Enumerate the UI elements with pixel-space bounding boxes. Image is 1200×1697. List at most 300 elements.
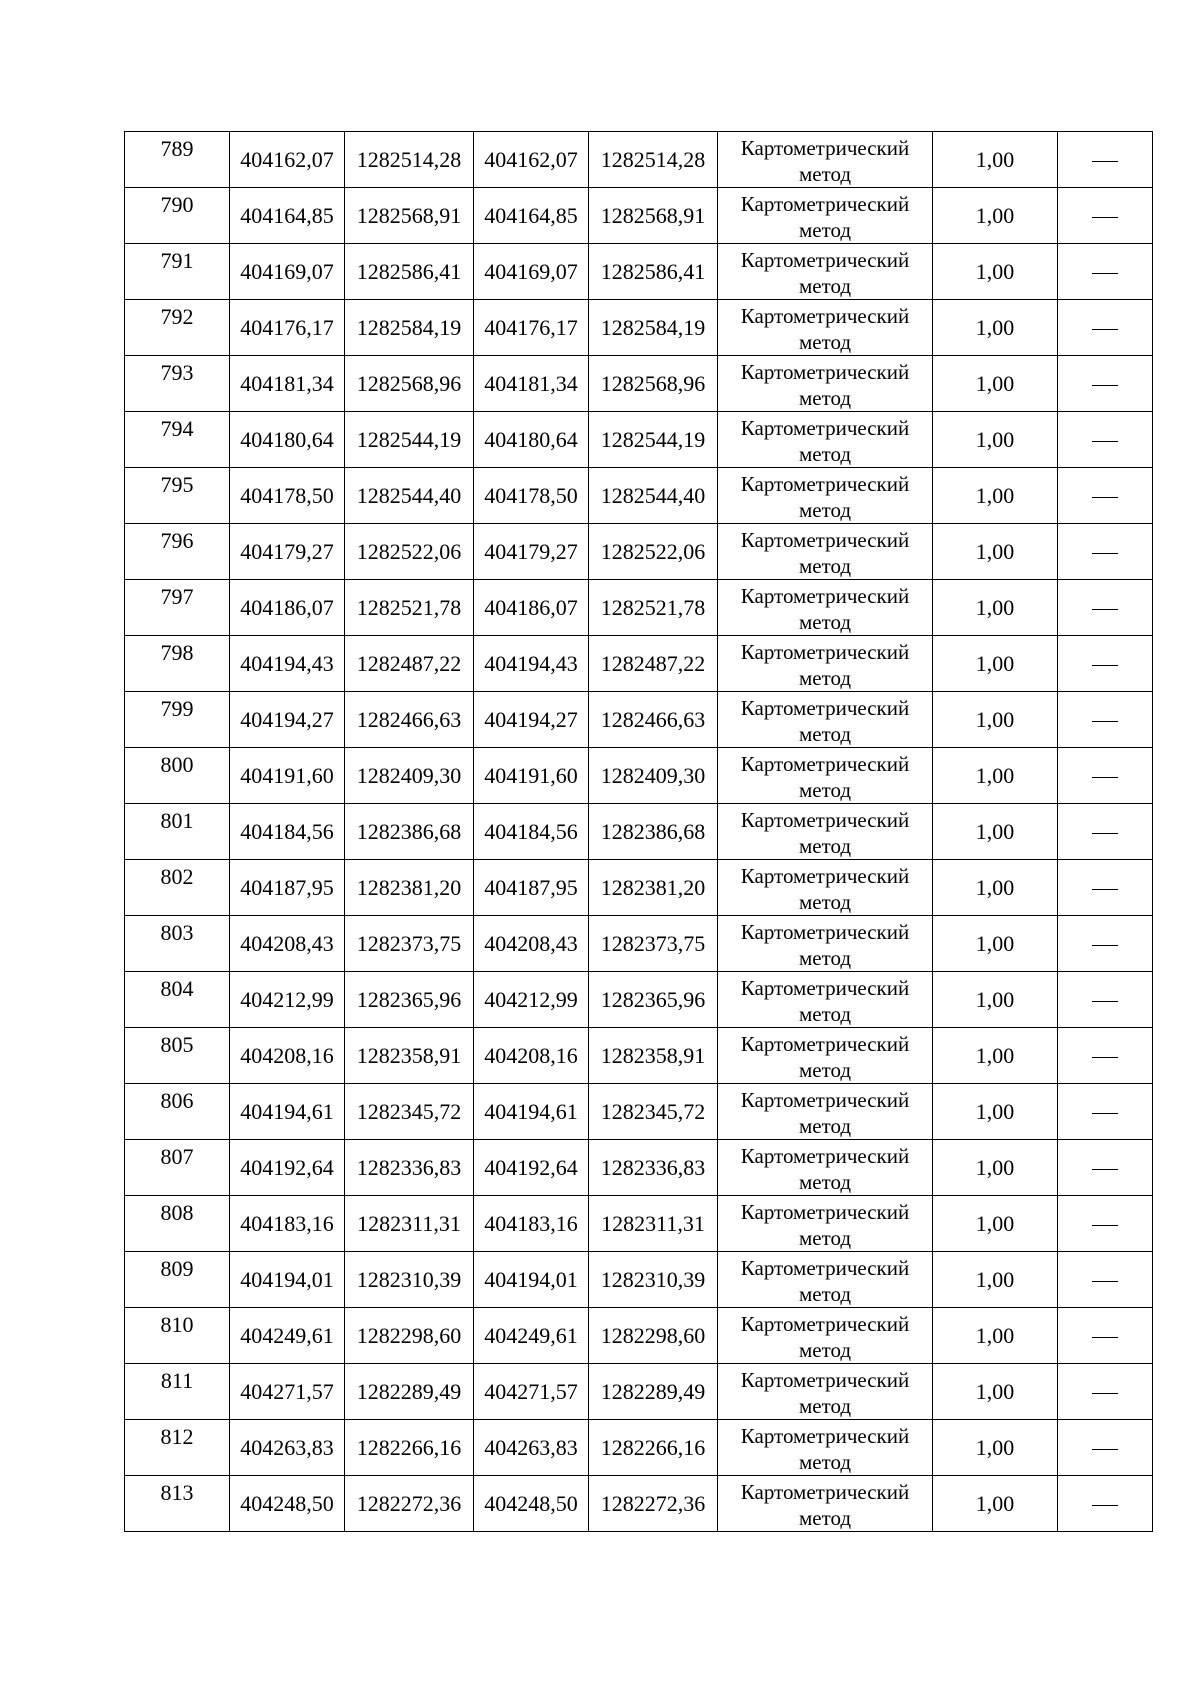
table-body	[125, 132, 1153, 1532]
method-line-2: метод	[798, 1002, 852, 1026]
method-line-2: метод	[798, 666, 852, 690]
table-row	[125, 636, 1153, 692]
empty-value-cell	[1058, 692, 1153, 748]
accuracy-cell: 1,00	[933, 916, 1058, 972]
dash-mark	[1092, 1113, 1118, 1114]
x-coordinate-new-cell: 404179,27	[474, 524, 589, 580]
x-coordinate-cell: 404186,07	[230, 580, 345, 636]
empty-value-cell	[1058, 580, 1153, 636]
method-line-1: Картометрический	[740, 472, 910, 496]
y-coordinate-new-cell: 1282365,96	[589, 972, 718, 1028]
empty-value-cell	[1058, 748, 1153, 804]
x-coordinate-cell: 404194,27	[230, 692, 345, 748]
point-number-cell: 810	[125, 1308, 230, 1364]
table-row	[125, 468, 1153, 524]
method-line-2: метод	[798, 498, 852, 522]
table-row	[125, 524, 1153, 580]
y-coordinate-cell: 1282381,20	[345, 860, 474, 916]
point-number-cell: 807	[125, 1140, 230, 1196]
table-row	[125, 748, 1153, 804]
x-coordinate-cell: 404179,27	[230, 524, 345, 580]
method-cell	[718, 1252, 933, 1308]
accuracy-cell: 1,00	[933, 804, 1058, 860]
point-number-cell: 809	[125, 1252, 230, 1308]
x-coordinate-cell: 404181,34	[230, 356, 345, 412]
empty-value-cell	[1058, 916, 1153, 972]
method-cell	[718, 1140, 933, 1196]
table-row	[125, 580, 1153, 636]
method-cell	[718, 972, 933, 1028]
method-line-2: метод	[798, 1058, 852, 1082]
x-coordinate-new-cell: 404164,85	[474, 188, 589, 244]
x-coordinate-cell: 404176,17	[230, 300, 345, 356]
x-coordinate-cell: 404162,07	[230, 132, 345, 188]
method-line-1: Картометрический	[740, 976, 910, 1000]
accuracy-cell: 1,00	[933, 636, 1058, 692]
dash-mark	[1092, 1169, 1118, 1170]
x-coordinate-new-cell: 404194,61	[474, 1084, 589, 1140]
accuracy-cell: 1,00	[933, 1196, 1058, 1252]
y-coordinate-new-cell: 1282266,16	[589, 1420, 718, 1476]
method-line-1: Картометрический	[740, 248, 910, 272]
y-coordinate-cell: 1282544,40	[345, 468, 474, 524]
method-line-1: Картометрический	[740, 304, 910, 328]
accuracy-cell: 1,00	[933, 748, 1058, 804]
empty-value-cell	[1058, 132, 1153, 188]
accuracy-cell: 1,00	[933, 412, 1058, 468]
method-line-2: метод	[798, 890, 852, 914]
method-line-1: Картометрический	[740, 1144, 910, 1168]
x-coordinate-cell: 404191,60	[230, 748, 345, 804]
table-row	[125, 1308, 1153, 1364]
method-line-1: Картометрический	[740, 640, 910, 664]
table-row	[125, 412, 1153, 468]
x-coordinate-new-cell: 404184,56	[474, 804, 589, 860]
point-number-cell: 797	[125, 580, 230, 636]
y-coordinate-cell: 1282584,19	[345, 300, 474, 356]
empty-value-cell	[1058, 468, 1153, 524]
accuracy-cell: 1,00	[933, 244, 1058, 300]
table-row	[125, 356, 1153, 412]
accuracy-cell: 1,00	[933, 692, 1058, 748]
method-line-2: метод	[798, 1394, 852, 1418]
dash-mark	[1092, 441, 1118, 442]
method-line-2: метод	[798, 1226, 852, 1250]
dash-mark	[1092, 497, 1118, 498]
empty-value-cell	[1058, 244, 1153, 300]
y-coordinate-new-cell: 1282310,39	[589, 1252, 718, 1308]
y-coordinate-new-cell: 1282584,19	[589, 300, 718, 356]
y-coordinate-cell: 1282289,49	[345, 1364, 474, 1420]
empty-value-cell	[1058, 1420, 1153, 1476]
y-coordinate-new-cell: 1282373,75	[589, 916, 718, 972]
point-number-cell: 802	[125, 860, 230, 916]
point-number-cell: 808	[125, 1196, 230, 1252]
method-line-1: Картометрический	[740, 528, 910, 552]
empty-value-cell	[1058, 636, 1153, 692]
table-row	[125, 132, 1153, 188]
y-coordinate-new-cell: 1282272,36	[589, 1476, 718, 1532]
method-line-1: Картометрический	[740, 1256, 910, 1280]
method-line-2: метод	[798, 834, 852, 858]
dash-mark	[1092, 665, 1118, 666]
dash-mark	[1092, 1393, 1118, 1394]
method-line-2: метод	[798, 274, 852, 298]
method-line-2: метод	[798, 610, 852, 634]
method-cell	[718, 1084, 933, 1140]
dash-mark	[1092, 945, 1118, 946]
empty-value-cell	[1058, 804, 1153, 860]
y-coordinate-cell: 1282336,83	[345, 1140, 474, 1196]
x-coordinate-cell: 404169,07	[230, 244, 345, 300]
method-line-2: метод	[798, 722, 852, 746]
dash-mark	[1092, 721, 1118, 722]
y-coordinate-cell: 1282522,06	[345, 524, 474, 580]
x-coordinate-new-cell: 404208,16	[474, 1028, 589, 1084]
accuracy-cell: 1,00	[933, 468, 1058, 524]
accuracy-cell: 1,00	[933, 860, 1058, 916]
x-coordinate-cell: 404263,83	[230, 1420, 345, 1476]
y-coordinate-new-cell: 1282298,60	[589, 1308, 718, 1364]
point-number-cell: 793	[125, 356, 230, 412]
table-row	[125, 972, 1153, 1028]
x-coordinate-new-cell: 404263,83	[474, 1420, 589, 1476]
method-line-2: метод	[798, 554, 852, 578]
y-coordinate-cell: 1282373,75	[345, 916, 474, 972]
method-line-1: Картометрический	[740, 808, 910, 832]
method-cell	[718, 580, 933, 636]
method-line-2: метод	[798, 1450, 852, 1474]
table-row	[125, 804, 1153, 860]
empty-value-cell	[1058, 972, 1153, 1028]
method-line-2: метод	[798, 1170, 852, 1194]
x-coordinate-new-cell: 404183,16	[474, 1196, 589, 1252]
dash-mark	[1092, 161, 1118, 162]
method-line-1: Картометрический	[740, 1480, 910, 1504]
y-coordinate-new-cell: 1282381,20	[589, 860, 718, 916]
empty-value-cell	[1058, 1308, 1153, 1364]
y-coordinate-new-cell: 1282386,68	[589, 804, 718, 860]
accuracy-cell: 1,00	[933, 1420, 1058, 1476]
y-coordinate-new-cell: 1282345,72	[589, 1084, 718, 1140]
point-number-cell: 800	[125, 748, 230, 804]
y-coordinate-cell: 1282298,60	[345, 1308, 474, 1364]
method-cell	[718, 244, 933, 300]
method-cell	[718, 1420, 933, 1476]
accuracy-cell: 1,00	[933, 524, 1058, 580]
y-coordinate-cell: 1282272,36	[345, 1476, 474, 1532]
dash-mark	[1092, 385, 1118, 386]
x-coordinate-new-cell: 404249,61	[474, 1308, 589, 1364]
dash-mark	[1092, 1337, 1118, 1338]
point-number-cell: 789	[125, 132, 230, 188]
y-coordinate-new-cell: 1282289,49	[589, 1364, 718, 1420]
point-number-cell: 803	[125, 916, 230, 972]
method-line-1: Картометрический	[740, 696, 910, 720]
dash-mark	[1092, 1449, 1118, 1450]
table-row	[125, 244, 1153, 300]
table-row	[125, 1084, 1153, 1140]
x-coordinate-new-cell: 404180,64	[474, 412, 589, 468]
method-line-1: Картометрический	[740, 1424, 910, 1448]
point-number-cell: 806	[125, 1084, 230, 1140]
dash-mark	[1092, 1281, 1118, 1282]
empty-value-cell	[1058, 860, 1153, 916]
dash-mark	[1092, 329, 1118, 330]
method-cell	[718, 692, 933, 748]
y-coordinate-cell: 1282365,96	[345, 972, 474, 1028]
point-number-cell: 812	[125, 1420, 230, 1476]
method-line-2: метод	[798, 1282, 852, 1306]
point-number-cell: 790	[125, 188, 230, 244]
method-line-2: метод	[798, 386, 852, 410]
x-coordinate-new-cell: 404187,95	[474, 860, 589, 916]
accuracy-cell: 1,00	[933, 300, 1058, 356]
y-coordinate-new-cell: 1282514,28	[589, 132, 718, 188]
method-cell	[718, 132, 933, 188]
x-coordinate-new-cell: 404191,60	[474, 748, 589, 804]
empty-value-cell	[1058, 1028, 1153, 1084]
table-row	[125, 1028, 1153, 1084]
y-coordinate-cell: 1282345,72	[345, 1084, 474, 1140]
y-coordinate-new-cell: 1282544,19	[589, 412, 718, 468]
y-coordinate-new-cell: 1282544,40	[589, 468, 718, 524]
method-line-2: метод	[798, 162, 852, 186]
method-cell	[718, 468, 933, 524]
dash-mark	[1092, 889, 1118, 890]
x-coordinate-cell: 404178,50	[230, 468, 345, 524]
table-row	[125, 1196, 1153, 1252]
y-coordinate-cell: 1282310,39	[345, 1252, 474, 1308]
y-coordinate-cell: 1282466,63	[345, 692, 474, 748]
x-coordinate-new-cell: 404194,01	[474, 1252, 589, 1308]
table-row	[125, 1140, 1153, 1196]
x-coordinate-cell: 404194,01	[230, 1252, 345, 1308]
accuracy-cell: 1,00	[933, 132, 1058, 188]
point-number-cell: 813	[125, 1476, 230, 1532]
dash-mark	[1092, 1225, 1118, 1226]
empty-value-cell	[1058, 524, 1153, 580]
y-coordinate-cell: 1282586,41	[345, 244, 474, 300]
x-coordinate-cell: 404271,57	[230, 1364, 345, 1420]
accuracy-cell: 1,00	[933, 188, 1058, 244]
x-coordinate-new-cell: 404271,57	[474, 1364, 589, 1420]
dash-mark	[1092, 609, 1118, 610]
accuracy-cell: 1,00	[933, 1252, 1058, 1308]
table-row	[125, 1364, 1153, 1420]
x-coordinate-cell: 404184,56	[230, 804, 345, 860]
x-coordinate-new-cell: 404181,34	[474, 356, 589, 412]
accuracy-cell: 1,00	[933, 356, 1058, 412]
method-line-2: метод	[798, 1506, 852, 1530]
y-coordinate-cell: 1282568,96	[345, 356, 474, 412]
method-line-1: Картометрический	[740, 1088, 910, 1112]
point-number-cell: 799	[125, 692, 230, 748]
y-coordinate-new-cell: 1282568,91	[589, 188, 718, 244]
method-line-2: метод	[798, 1114, 852, 1138]
method-line-1: Картометрический	[740, 920, 910, 944]
accuracy-cell: 1,00	[933, 1308, 1058, 1364]
x-coordinate-cell: 404249,61	[230, 1308, 345, 1364]
accuracy-cell: 1,00	[933, 1084, 1058, 1140]
x-coordinate-new-cell: 404194,43	[474, 636, 589, 692]
y-coordinate-cell: 1282409,30	[345, 748, 474, 804]
empty-value-cell	[1058, 412, 1153, 468]
method-cell	[718, 804, 933, 860]
method-cell	[718, 1308, 933, 1364]
y-coordinate-cell: 1282568,91	[345, 188, 474, 244]
x-coordinate-new-cell: 404162,07	[474, 132, 589, 188]
x-coordinate-cell: 404212,99	[230, 972, 345, 1028]
x-coordinate-cell: 404208,16	[230, 1028, 345, 1084]
accuracy-cell: 1,00	[933, 1476, 1058, 1532]
accuracy-cell: 1,00	[933, 580, 1058, 636]
empty-value-cell	[1058, 188, 1153, 244]
method-line-1: Картометрический	[740, 360, 910, 384]
y-coordinate-cell: 1282358,91	[345, 1028, 474, 1084]
method-line-2: метод	[798, 946, 852, 970]
point-number-cell: 801	[125, 804, 230, 860]
y-coordinate-new-cell: 1282466,63	[589, 692, 718, 748]
accuracy-cell: 1,00	[933, 1028, 1058, 1084]
method-line-2: метод	[798, 778, 852, 802]
y-coordinate-new-cell: 1282336,83	[589, 1140, 718, 1196]
dash-mark	[1092, 217, 1118, 218]
accuracy-cell: 1,00	[933, 1140, 1058, 1196]
y-coordinate-new-cell: 1282568,96	[589, 356, 718, 412]
x-coordinate-cell: 404208,43	[230, 916, 345, 972]
method-line-1: Картометрический	[740, 1032, 910, 1056]
method-cell	[718, 1476, 933, 1532]
dash-mark	[1092, 553, 1118, 554]
method-cell	[718, 916, 933, 972]
method-line-1: Картометрический	[740, 192, 910, 216]
method-line-2: метод	[798, 442, 852, 466]
coordinates-table	[124, 131, 1153, 1532]
method-line-1: Картометрический	[740, 864, 910, 888]
method-cell	[718, 300, 933, 356]
method-cell	[718, 1028, 933, 1084]
dash-mark	[1092, 273, 1118, 274]
empty-value-cell	[1058, 1084, 1153, 1140]
y-coordinate-new-cell: 1282521,78	[589, 580, 718, 636]
dash-mark	[1092, 777, 1118, 778]
point-number-cell: 791	[125, 244, 230, 300]
method-cell	[718, 188, 933, 244]
x-coordinate-cell: 404187,95	[230, 860, 345, 916]
table-row	[125, 860, 1153, 916]
x-coordinate-new-cell: 404176,17	[474, 300, 589, 356]
y-coordinate-cell: 1282514,28	[345, 132, 474, 188]
empty-value-cell	[1058, 356, 1153, 412]
method-cell	[718, 636, 933, 692]
method-cell	[718, 748, 933, 804]
method-line-2: метод	[798, 1338, 852, 1362]
y-coordinate-new-cell: 1282409,30	[589, 748, 718, 804]
x-coordinate-new-cell: 404212,99	[474, 972, 589, 1028]
x-coordinate-cell: 404194,43	[230, 636, 345, 692]
point-number-cell: 794	[125, 412, 230, 468]
y-coordinate-cell: 1282266,16	[345, 1420, 474, 1476]
x-coordinate-cell: 404248,50	[230, 1476, 345, 1532]
y-coordinate-cell: 1282521,78	[345, 580, 474, 636]
dash-mark	[1092, 1001, 1118, 1002]
y-coordinate-new-cell: 1282358,91	[589, 1028, 718, 1084]
point-number-cell: 804	[125, 972, 230, 1028]
method-cell	[718, 860, 933, 916]
x-coordinate-new-cell: 404248,50	[474, 1476, 589, 1532]
table-row	[125, 692, 1153, 748]
method-line-1: Картометрический	[740, 416, 910, 440]
method-line-1: Картометрический	[740, 752, 910, 776]
table-row	[125, 1252, 1153, 1308]
point-number-cell: 805	[125, 1028, 230, 1084]
method-line-2: метод	[798, 218, 852, 242]
x-coordinate-new-cell: 404178,50	[474, 468, 589, 524]
x-coordinate-cell: 404164,85	[230, 188, 345, 244]
empty-value-cell	[1058, 1364, 1153, 1420]
empty-value-cell	[1058, 1196, 1153, 1252]
method-cell	[718, 356, 933, 412]
table-row	[125, 916, 1153, 972]
y-coordinate-cell: 1282544,19	[345, 412, 474, 468]
method-line-1: Картометрический	[740, 136, 910, 160]
method-line-1: Картометрический	[740, 1368, 910, 1392]
method-cell	[718, 412, 933, 468]
y-coordinate-cell: 1282487,22	[345, 636, 474, 692]
x-coordinate-cell: 404183,16	[230, 1196, 345, 1252]
method-cell	[718, 1364, 933, 1420]
method-cell	[718, 1196, 933, 1252]
y-coordinate-cell: 1282311,31	[345, 1196, 474, 1252]
x-coordinate-new-cell: 404186,07	[474, 580, 589, 636]
point-number-cell: 795	[125, 468, 230, 524]
accuracy-cell: 1,00	[933, 972, 1058, 1028]
y-coordinate-cell: 1282386,68	[345, 804, 474, 860]
table-row	[125, 1420, 1153, 1476]
point-number-cell: 792	[125, 300, 230, 356]
method-line-1: Картометрический	[740, 584, 910, 608]
empty-value-cell	[1058, 300, 1153, 356]
method-line-1: Картометрический	[740, 1200, 910, 1224]
x-coordinate-new-cell: 404194,27	[474, 692, 589, 748]
dash-mark	[1092, 1057, 1118, 1058]
y-coordinate-new-cell: 1282586,41	[589, 244, 718, 300]
y-coordinate-new-cell: 1282487,22	[589, 636, 718, 692]
table-row	[125, 188, 1153, 244]
point-number-cell: 796	[125, 524, 230, 580]
accuracy-cell: 1,00	[933, 1364, 1058, 1420]
x-coordinate-cell: 404192,64	[230, 1140, 345, 1196]
x-coordinate-new-cell: 404169,07	[474, 244, 589, 300]
point-number-cell: 811	[125, 1364, 230, 1420]
x-coordinate-new-cell: 404208,43	[474, 916, 589, 972]
method-cell	[718, 524, 933, 580]
empty-value-cell	[1058, 1140, 1153, 1196]
x-coordinate-cell: 404194,61	[230, 1084, 345, 1140]
method-line-2: метод	[798, 330, 852, 354]
dash-mark	[1092, 833, 1118, 834]
dash-mark	[1092, 1505, 1118, 1506]
x-coordinate-cell: 404180,64	[230, 412, 345, 468]
table-row	[125, 300, 1153, 356]
x-coordinate-new-cell: 404192,64	[474, 1140, 589, 1196]
table-row	[125, 1476, 1153, 1532]
empty-value-cell	[1058, 1252, 1153, 1308]
method-line-1: Картометрический	[740, 1312, 910, 1336]
y-coordinate-new-cell: 1282311,31	[589, 1196, 718, 1252]
point-number-cell: 798	[125, 636, 230, 692]
